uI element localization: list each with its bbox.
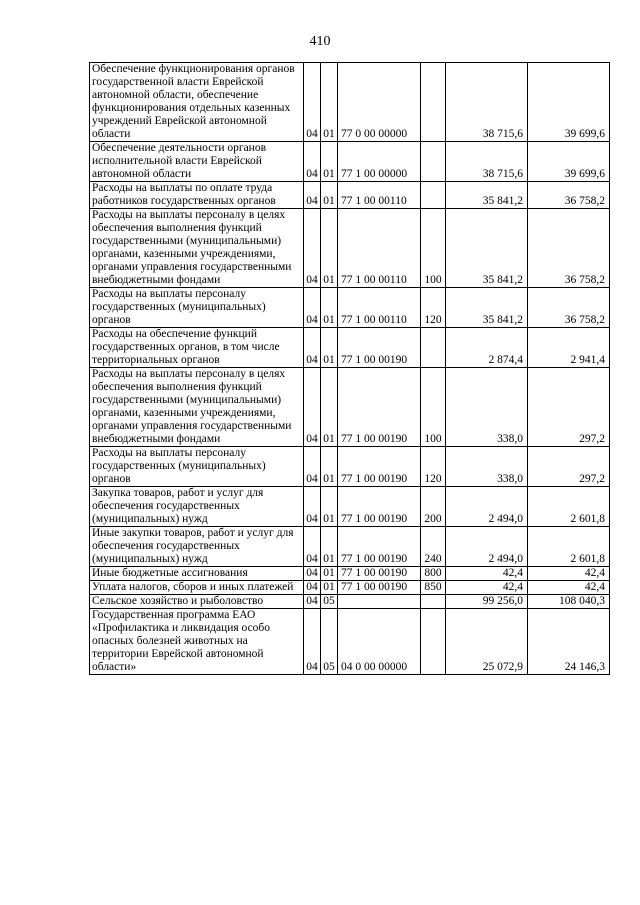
subsection-code: 01: [321, 142, 338, 182]
row-name: Расходы на обеспечение функций государственных органов, в том числе территориальных органов: [90, 328, 304, 368]
target-article-code: 77 1 00 00110: [338, 209, 421, 288]
row-name: Иные бюджетные ассигнования: [90, 567, 304, 581]
table-row: [90, 527, 610, 567]
target-article-code: 77 1 00 00110: [338, 182, 421, 209]
row-name: Государственная программа ЕАО «Профилактика и ликвидация особо опасных болезней животных на территории Еврейской автономной области»: [90, 609, 304, 675]
amount-year-1: 35 841,2: [446, 209, 528, 288]
table-row: [90, 142, 610, 182]
expense-type-code: [421, 142, 446, 182]
table-row: [90, 595, 610, 609]
amount-year-2: 297,2: [528, 368, 610, 447]
table-row: [90, 487, 610, 527]
subsection-code: 01: [321, 581, 338, 595]
amount-year-2: 2 601,8: [528, 527, 610, 567]
amount-year-2: 2 601,8: [528, 487, 610, 527]
target-article-code: 77 1 00 00190: [338, 487, 421, 527]
row-name: Расходы на выплаты персоналу в целях обеспечения выполнения функций государственными (муниципальными) органами, казенными учреждениями, органами управления государственными внебюджетными фондами: [90, 368, 304, 447]
target-article-code: 77 1 00 00190: [338, 447, 421, 487]
amount-year-2: 2 941,4: [528, 328, 610, 368]
row-name: Обеспечение деятельности органов исполнительной власти Еврейской автономной области: [90, 142, 304, 182]
page-number: 410: [309, 34, 331, 49]
section-code: 04: [304, 182, 321, 209]
amount-year-2: 42,4: [528, 567, 610, 581]
section-code: 04: [304, 567, 321, 581]
amount-year-2: 36 758,2: [528, 209, 610, 288]
row-name: Расходы на выплаты персоналу в целях обеспечения выполнения функций государственными (муниципальными) органами, казенными учреждениями, органами управления государственными внебюджетными фондами: [90, 209, 304, 288]
expense-type-code: [421, 609, 446, 675]
subsection-code: 01: [321, 209, 338, 288]
section-code: 04: [304, 142, 321, 182]
amount-year-2: 24 146,3: [528, 609, 610, 675]
row-name: Иные закупки товаров, работ и услуг для обеспечения государственных (муниципальных) нужд: [90, 527, 304, 567]
amount-year-2: 108 040,3: [528, 595, 610, 609]
amount-year-1: 338,0: [446, 447, 528, 487]
amount-year-1: 42,4: [446, 581, 528, 595]
amount-year-1: 38 715,6: [446, 142, 528, 182]
section-code: 04: [304, 527, 321, 567]
amount-year-2: 297,2: [528, 447, 610, 487]
target-article-code: 77 1 00 00190: [338, 527, 421, 567]
table-row: [90, 609, 610, 675]
row-name: Сельское хозяйство и рыболовство: [90, 595, 304, 609]
section-code: 04: [304, 609, 321, 675]
target-article-code: 77 1 00 00000: [338, 142, 421, 182]
amount-year-2: 42,4: [528, 581, 610, 595]
subsection-code: 01: [321, 63, 338, 142]
target-article-code: 77 0 00 00000: [338, 63, 421, 142]
table-row: [90, 63, 610, 142]
amount-year-1: 35 841,2: [446, 182, 528, 209]
expense-type-code: [421, 182, 446, 209]
amount-year-1: 38 715,6: [446, 63, 528, 142]
expense-type-code: 800: [421, 567, 446, 581]
expense-type-code: 120: [421, 447, 446, 487]
table-row: [90, 447, 610, 487]
expense-type-code: [421, 595, 446, 609]
amount-year-2: 36 758,2: [528, 288, 610, 328]
expense-type-code: [421, 63, 446, 142]
table-row: [90, 567, 610, 581]
section-code: 04: [304, 328, 321, 368]
expense-type-code: 100: [421, 209, 446, 288]
subsection-code: 01: [321, 368, 338, 447]
subsection-code: 01: [321, 288, 338, 328]
amount-year-1: 99 256,0: [446, 595, 528, 609]
section-code: 04: [304, 288, 321, 328]
subsection-code: 01: [321, 182, 338, 209]
row-name: Уплата налогов, сборов и иных платежей: [90, 581, 304, 595]
subsection-code: 01: [321, 487, 338, 527]
section-code: 04: [304, 487, 321, 527]
amount-year-2: 36 758,2: [528, 182, 610, 209]
section-code: 04: [304, 447, 321, 487]
row-name: Расходы на выплаты по оплате труда работников государственных органов: [90, 182, 304, 209]
target-article-code: 77 1 00 00110: [338, 288, 421, 328]
target-article-code: 04 0 00 00000: [338, 609, 421, 675]
amount-year-2: 39 699,6: [528, 63, 610, 142]
budget-table: [89, 62, 610, 675]
section-code: 04: [304, 63, 321, 142]
row-name: Расходы на выплаты персоналу государственных (муниципальных) органов: [90, 447, 304, 487]
target-article-code: [338, 595, 421, 609]
target-article-code: 77 1 00 00190: [338, 368, 421, 447]
expense-type-code: [421, 328, 446, 368]
amount-year-1: 338,0: [446, 368, 528, 447]
amount-year-1: 2 494,0: [446, 527, 528, 567]
subsection-code: 01: [321, 328, 338, 368]
expense-type-code: 100: [421, 368, 446, 447]
table-row: [90, 328, 610, 368]
section-code: 04: [304, 581, 321, 595]
subsection-code: 05: [321, 609, 338, 675]
budget-table-body: [90, 63, 610, 675]
subsection-code: 05: [321, 595, 338, 609]
target-article-code: 77 1 00 00190: [338, 581, 421, 595]
section-code: 04: [304, 595, 321, 609]
row-name: Обеспечение функционирования органов государственной власти Еврейской автономной области, обеспечение функционирования отдельных казенных учреждений Еврейской автономной области: [90, 63, 304, 142]
subsection-code: 01: [321, 447, 338, 487]
section-code: 04: [304, 209, 321, 288]
amount-year-1: 42,4: [446, 567, 528, 581]
subsection-code: 01: [321, 567, 338, 581]
expense-type-code: 120: [421, 288, 446, 328]
row-name: Закупка товаров, работ и услуг для обеспечения государственных (муниципальных) нужд: [90, 487, 304, 527]
table-row: [90, 368, 610, 447]
section-code: 04: [304, 368, 321, 447]
row-name: Расходы на выплаты персоналу государственных (муниципальных) органов: [90, 288, 304, 328]
subsection-code: 01: [321, 527, 338, 567]
expense-type-code: 850: [421, 581, 446, 595]
amount-year-1: 25 072,9: [446, 609, 528, 675]
expense-type-code: 200: [421, 487, 446, 527]
amount-year-1: 35 841,2: [446, 288, 528, 328]
table-row: [90, 209, 610, 288]
table-row: [90, 581, 610, 595]
table-row: [90, 288, 610, 328]
target-article-code: 77 1 00 00190: [338, 328, 421, 368]
amount-year-1: 2 874,4: [446, 328, 528, 368]
table-row: [90, 182, 610, 209]
expense-type-code: 240: [421, 527, 446, 567]
amount-year-2: 39 699,6: [528, 142, 610, 182]
amount-year-1: 2 494,0: [446, 487, 528, 527]
target-article-code: 77 1 00 00190: [338, 567, 421, 581]
